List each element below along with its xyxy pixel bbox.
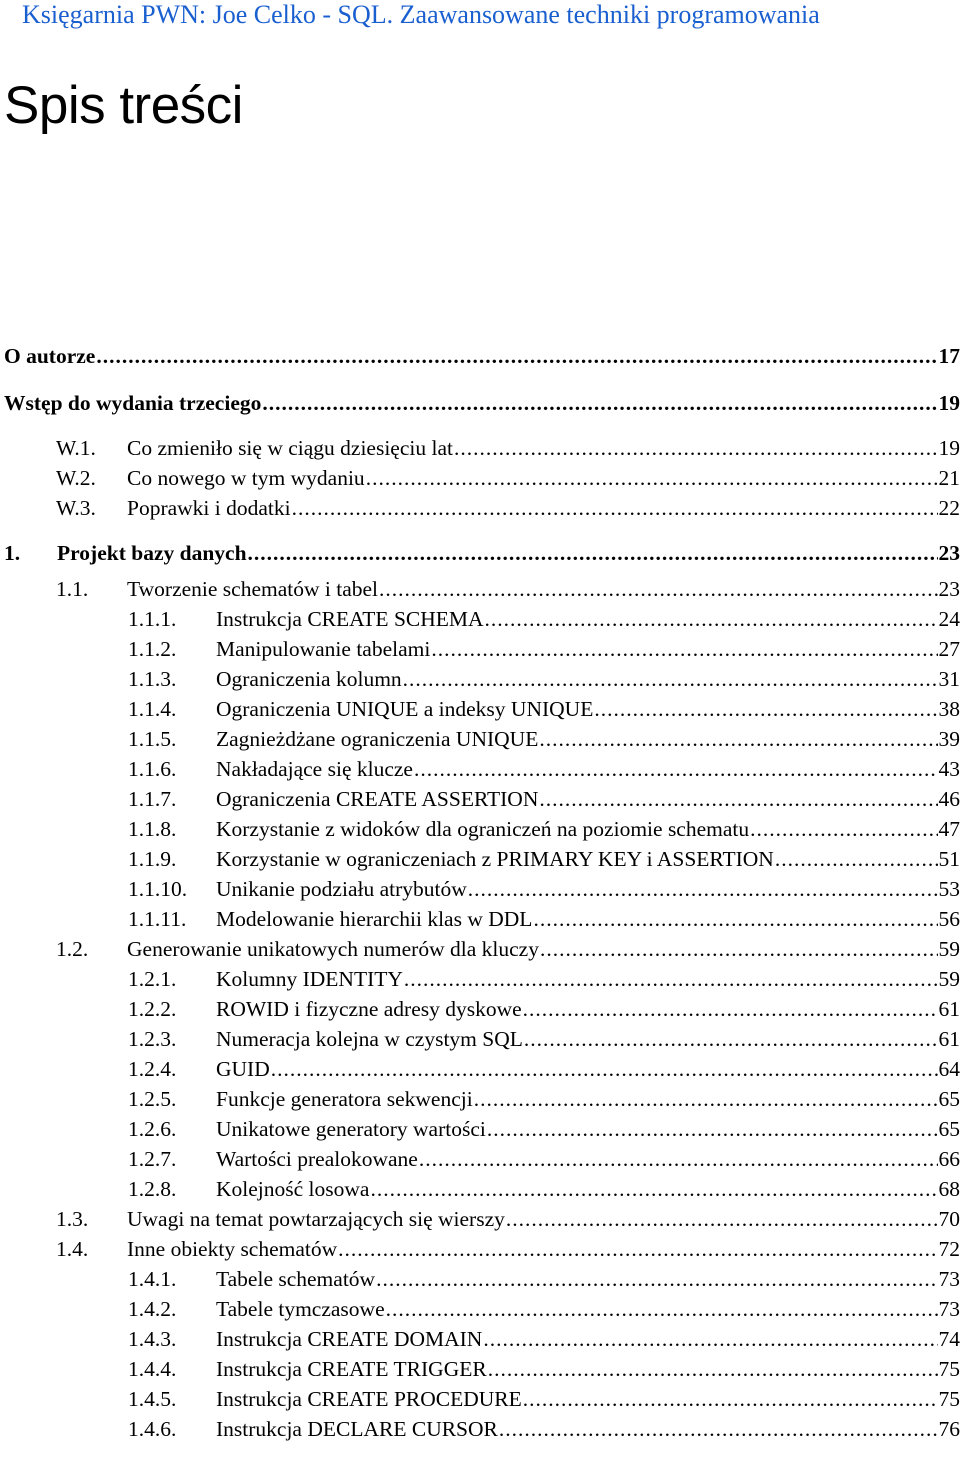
- toc-entry-page-number: 75: [938, 1357, 960, 1381]
- toc-entry-title: Ograniczenia kolumn: [216, 667, 402, 691]
- header-book-link[interactable]: Księgarnia PWN: Joe Celko - SQL. Zaawansowane techniki programowania: [22, 0, 820, 29]
- toc-entry-page-number: 47: [938, 817, 960, 841]
- toc-entry-title: Tworzenie schematów i tabel: [127, 577, 379, 601]
- toc-entry[interactable]: [128, 1175, 960, 1203]
- toc-entry-number: W.1.: [56, 436, 96, 460]
- toc-entry-number: 1.2.: [56, 937, 89, 961]
- toc-dot-leader: [262, 389, 937, 417]
- toc-entry-number: 1.2.7.: [128, 1147, 177, 1171]
- toc-dot-leader: [379, 575, 937, 603]
- toc-entry-number: 1.4.2.: [128, 1297, 177, 1321]
- page-title: Spis treści: [4, 76, 243, 135]
- toc-entry-number: 1.2.6.: [128, 1117, 177, 1141]
- toc-dot-leader: [419, 1145, 938, 1173]
- toc-entry[interactable]: [128, 605, 960, 633]
- toc-dot-leader: [524, 1025, 938, 1053]
- toc-entry[interactable]: [128, 815, 960, 843]
- toc-dot-leader: [386, 1295, 938, 1323]
- toc-entry-page-number: 64: [938, 1057, 960, 1081]
- toc-entry[interactable]: [4, 389, 960, 417]
- toc-entry-number: 1.2.1.: [128, 967, 177, 991]
- toc-entry-number: 1.4.3.: [128, 1327, 177, 1351]
- toc-entry-page-number: 61: [938, 997, 960, 1021]
- toc-entry[interactable]: [56, 464, 960, 492]
- toc-entry[interactable]: [128, 965, 960, 993]
- toc-entry[interactable]: [128, 725, 960, 753]
- toc-entry-title: Instrukcja CREATE SCHEMA: [216, 607, 484, 631]
- toc-entry-title: Kolumny IDENTITY: [216, 967, 403, 991]
- toc-entry-title: Unikanie podziału atrybutów: [216, 877, 467, 901]
- toc-entry[interactable]: [56, 1235, 960, 1263]
- toc-dot-leader: [404, 965, 938, 993]
- toc-entry-title: Uwagi na temat powtarzających się wierszy: [127, 1207, 505, 1231]
- toc-entry-page-number: 66: [938, 1147, 960, 1171]
- toc-entry-number: 1.2.5.: [128, 1087, 177, 1111]
- toc-entry[interactable]: [128, 635, 960, 663]
- toc-dot-leader: [775, 845, 938, 873]
- toc-entry-title: Tabele schematów: [216, 1267, 376, 1291]
- toc-entry-page-number: 74: [938, 1327, 960, 1351]
- toc-entry[interactable]: [128, 1385, 960, 1413]
- toc-entry[interactable]: [128, 1355, 960, 1383]
- toc-dot-leader: [292, 494, 938, 522]
- toc-entry-page-number: 59: [938, 937, 960, 961]
- toc-entry-number: W.3.: [56, 496, 96, 520]
- toc-dot-leader: [523, 995, 938, 1023]
- toc-entry[interactable]: [128, 875, 960, 903]
- toc-entry-title: Unikatowe generatory wartości: [216, 1117, 486, 1141]
- toc-dot-leader: [506, 1205, 938, 1233]
- toc-dot-leader: [540, 935, 938, 963]
- toc-entry-title: Funkcje generatora sekwencji: [216, 1087, 473, 1111]
- toc-entry-number: 1.1.3.: [128, 667, 177, 691]
- toc-entry-title: Ograniczenia CREATE ASSERTION: [216, 787, 539, 811]
- toc-dot-leader: [370, 1175, 937, 1203]
- toc-entry-number: 1.1.5.: [128, 727, 177, 751]
- toc-entry-title: Instrukcja CREATE DOMAIN: [216, 1327, 483, 1351]
- toc-entry[interactable]: [128, 1145, 960, 1173]
- toc-entry-title: GUID: [216, 1057, 270, 1081]
- toc-entry-number: 1.4.1.: [128, 1267, 177, 1291]
- toc-entry[interactable]: [56, 575, 960, 603]
- toc-entry[interactable]: [128, 1085, 960, 1113]
- toc-dot-leader: [376, 1265, 937, 1293]
- toc-entry-page-number: 51: [938, 847, 960, 871]
- toc-entry-number: 1.1.7.: [128, 787, 177, 811]
- toc-dot-leader: [750, 815, 937, 843]
- toc-entry-number: W.2.: [56, 466, 96, 490]
- toc-dot-leader: [523, 1385, 938, 1413]
- toc-entry-title: Poprawki i dodatki: [127, 496, 291, 520]
- toc-entry-page-number: 61: [938, 1027, 960, 1051]
- toc-entry-page-number: 56: [938, 907, 960, 931]
- toc-entry-title: Kolejność losowa: [216, 1177, 370, 1201]
- toc-entry-page-number: 23: [938, 577, 960, 601]
- toc-entry[interactable]: [128, 1265, 960, 1293]
- toc-entry-page-number: 68: [938, 1177, 960, 1201]
- toc-entry-number: 1.2.3.: [128, 1027, 177, 1051]
- toc-entry[interactable]: [56, 935, 960, 963]
- toc-entry-number: 1.1.: [56, 577, 89, 601]
- toc-entry-page-number: 70: [938, 1207, 960, 1231]
- toc-entry[interactable]: [128, 665, 960, 693]
- toc-entry-title: Zagnieżdżane ograniczenia UNIQUE: [216, 727, 539, 751]
- toc-entry-page-number: 39: [938, 727, 960, 751]
- toc-entry-page-number: 24: [938, 607, 960, 631]
- toc-entry-number: 1.4.: [56, 1237, 89, 1261]
- toc-entry-title: Ograniczenia UNIQUE a indeksy UNIQUE: [216, 697, 594, 721]
- toc-entry[interactable]: [128, 1325, 960, 1353]
- toc-entry-number: 1.1.4.: [128, 697, 177, 721]
- toc-entry-page-number: 65: [938, 1117, 960, 1141]
- toc-entry-page-number: 19: [938, 391, 960, 415]
- toc-entry-number: 1.4.5.: [128, 1387, 177, 1411]
- toc-entry[interactable]: [4, 539, 960, 567]
- toc-entry[interactable]: [128, 905, 960, 933]
- toc-entry-page-number: 17: [938, 344, 960, 368]
- toc-entry-title: Co nowego w tym wydaniu: [127, 466, 365, 490]
- toc-entry-page-number: 19: [938, 436, 960, 460]
- toc-entry[interactable]: [128, 1025, 960, 1053]
- toc-entry-page-number: 53: [938, 877, 960, 901]
- toc-entry[interactable]: [128, 1055, 960, 1083]
- toc-entry-number: 1.2.2.: [128, 997, 177, 1021]
- toc-entry[interactable]: [128, 1295, 960, 1323]
- toc-entry-page-number: 27: [938, 637, 960, 661]
- toc-entry-title: Generowanie unikatowych numerów dla kluczy: [127, 937, 539, 961]
- toc-entry-number: 1.: [4, 541, 21, 565]
- toc-entry-page-number: 38: [938, 697, 960, 721]
- toc-entry-page-number: 75: [938, 1387, 960, 1411]
- toc-dot-leader: [338, 1235, 937, 1263]
- toc-dot-leader: [539, 725, 937, 753]
- toc-entry-title: ROWID i fizyczne adresy dyskowe: [216, 997, 522, 1021]
- toc-dot-leader: [96, 342, 937, 370]
- toc-entry-title: Korzystanie w ograniczeniach z PRIMARY KEY i ASSERTION: [216, 847, 774, 871]
- toc-entry-number: 1.3.: [56, 1207, 89, 1231]
- toc-entry[interactable]: [128, 845, 960, 873]
- toc-entry-title: Korzystanie z widoków dla ograniczeń na poziomie schematu: [216, 817, 750, 841]
- toc-entry-page-number: 59: [938, 967, 960, 991]
- toc-entry-number: 1.1.11.: [128, 907, 187, 931]
- toc-dot-leader: [431, 635, 937, 663]
- toc-entry-title: Tabele tymczasowe: [216, 1297, 385, 1321]
- toc-entry-page-number: 72: [938, 1237, 960, 1261]
- toc-entry[interactable]: [128, 695, 960, 723]
- toc-entry[interactable]: [56, 434, 960, 462]
- toc-dot-leader: [594, 695, 937, 723]
- toc-dot-leader: [414, 755, 938, 783]
- toc-entry-title: Inne obiekty schematów: [127, 1237, 338, 1261]
- toc-dot-leader: [366, 464, 938, 492]
- toc-dot-leader: [488, 1355, 938, 1383]
- toc-dot-leader: [468, 875, 938, 903]
- toc-dot-leader: [487, 1115, 938, 1143]
- toc-entry-title: Wstęp do wydania trzeciego: [4, 391, 262, 415]
- toc-dot-leader: [485, 605, 938, 633]
- toc-entry-title: Instrukcja CREATE PROCEDURE: [216, 1387, 522, 1411]
- toc-entry-number: 1.2.4.: [128, 1057, 177, 1081]
- toc-entry[interactable]: [128, 1415, 960, 1443]
- toc-entry-page-number: 31: [938, 667, 960, 691]
- toc-dot-leader: [474, 1085, 938, 1113]
- toc-entry-page-number: 46: [938, 787, 960, 811]
- toc-entry-title: Projekt bazy danych: [57, 541, 247, 565]
- toc-entry-page-number: 65: [938, 1087, 960, 1111]
- toc-dot-leader: [403, 665, 938, 693]
- toc-dot-leader: [248, 539, 938, 567]
- toc-entry[interactable]: [56, 1205, 960, 1233]
- toc-entry-page-number: 21: [938, 466, 960, 490]
- toc-entry-number: 1.1.2.: [128, 637, 177, 661]
- toc-entry-number: 1.4.4.: [128, 1357, 177, 1381]
- toc-dot-leader: [533, 905, 937, 933]
- toc-entry[interactable]: [128, 755, 960, 783]
- toc-entry[interactable]: [4, 342, 960, 370]
- toc-entry-number: 1.1.8.: [128, 817, 177, 841]
- toc-entry-number: 1.1.6.: [128, 757, 177, 781]
- toc-dot-leader: [271, 1055, 938, 1083]
- toc-entry-page-number: 23: [938, 541, 960, 565]
- toc-entry-title: Co zmieniło się w ciągu dziesięciu lat: [127, 436, 453, 460]
- toc-entry-title: Nakładające się klucze: [216, 757, 413, 781]
- toc-entry-title: Modelowanie hierarchii klas w DDL: [216, 907, 533, 931]
- toc-entry-title: Manipulowanie tabelami: [216, 637, 431, 661]
- toc-entry-title: Instrukcja CREATE TRIGGER: [216, 1357, 487, 1381]
- toc-entry-page-number: 22: [938, 496, 960, 520]
- toc-entry-number: 1.1.1.: [128, 607, 177, 631]
- toc-entry-number: 1.1.9.: [128, 847, 177, 871]
- toc-entry[interactable]: [128, 785, 960, 813]
- toc-entry-page-number: 76: [938, 1417, 960, 1441]
- toc-entry[interactable]: [128, 995, 960, 1023]
- toc-dot-leader: [499, 1415, 938, 1443]
- toc-entry-number: 1.4.6.: [128, 1417, 177, 1441]
- toc-dot-leader: [454, 434, 938, 462]
- toc-entry[interactable]: [56, 494, 960, 522]
- toc-entry-page-number: 73: [938, 1267, 960, 1291]
- toc-entry-title: Wartości prealokowane: [216, 1147, 418, 1171]
- toc-dot-leader: [539, 785, 937, 813]
- toc-entry-number: 1.2.8.: [128, 1177, 177, 1201]
- toc-entry-title: Numeracja kolejna w czystym SQL: [216, 1027, 523, 1051]
- toc-entry-page-number: 73: [938, 1297, 960, 1321]
- toc-entry-page-number: 43: [938, 757, 960, 781]
- toc-dot-leader: [483, 1325, 937, 1353]
- toc-entry-number: 1.1.10.: [128, 877, 188, 901]
- toc-entry-title: Instrukcja DECLARE CURSOR: [216, 1417, 498, 1441]
- toc-entry[interactable]: [128, 1115, 960, 1143]
- toc-entry-title: O autorze: [4, 344, 96, 368]
